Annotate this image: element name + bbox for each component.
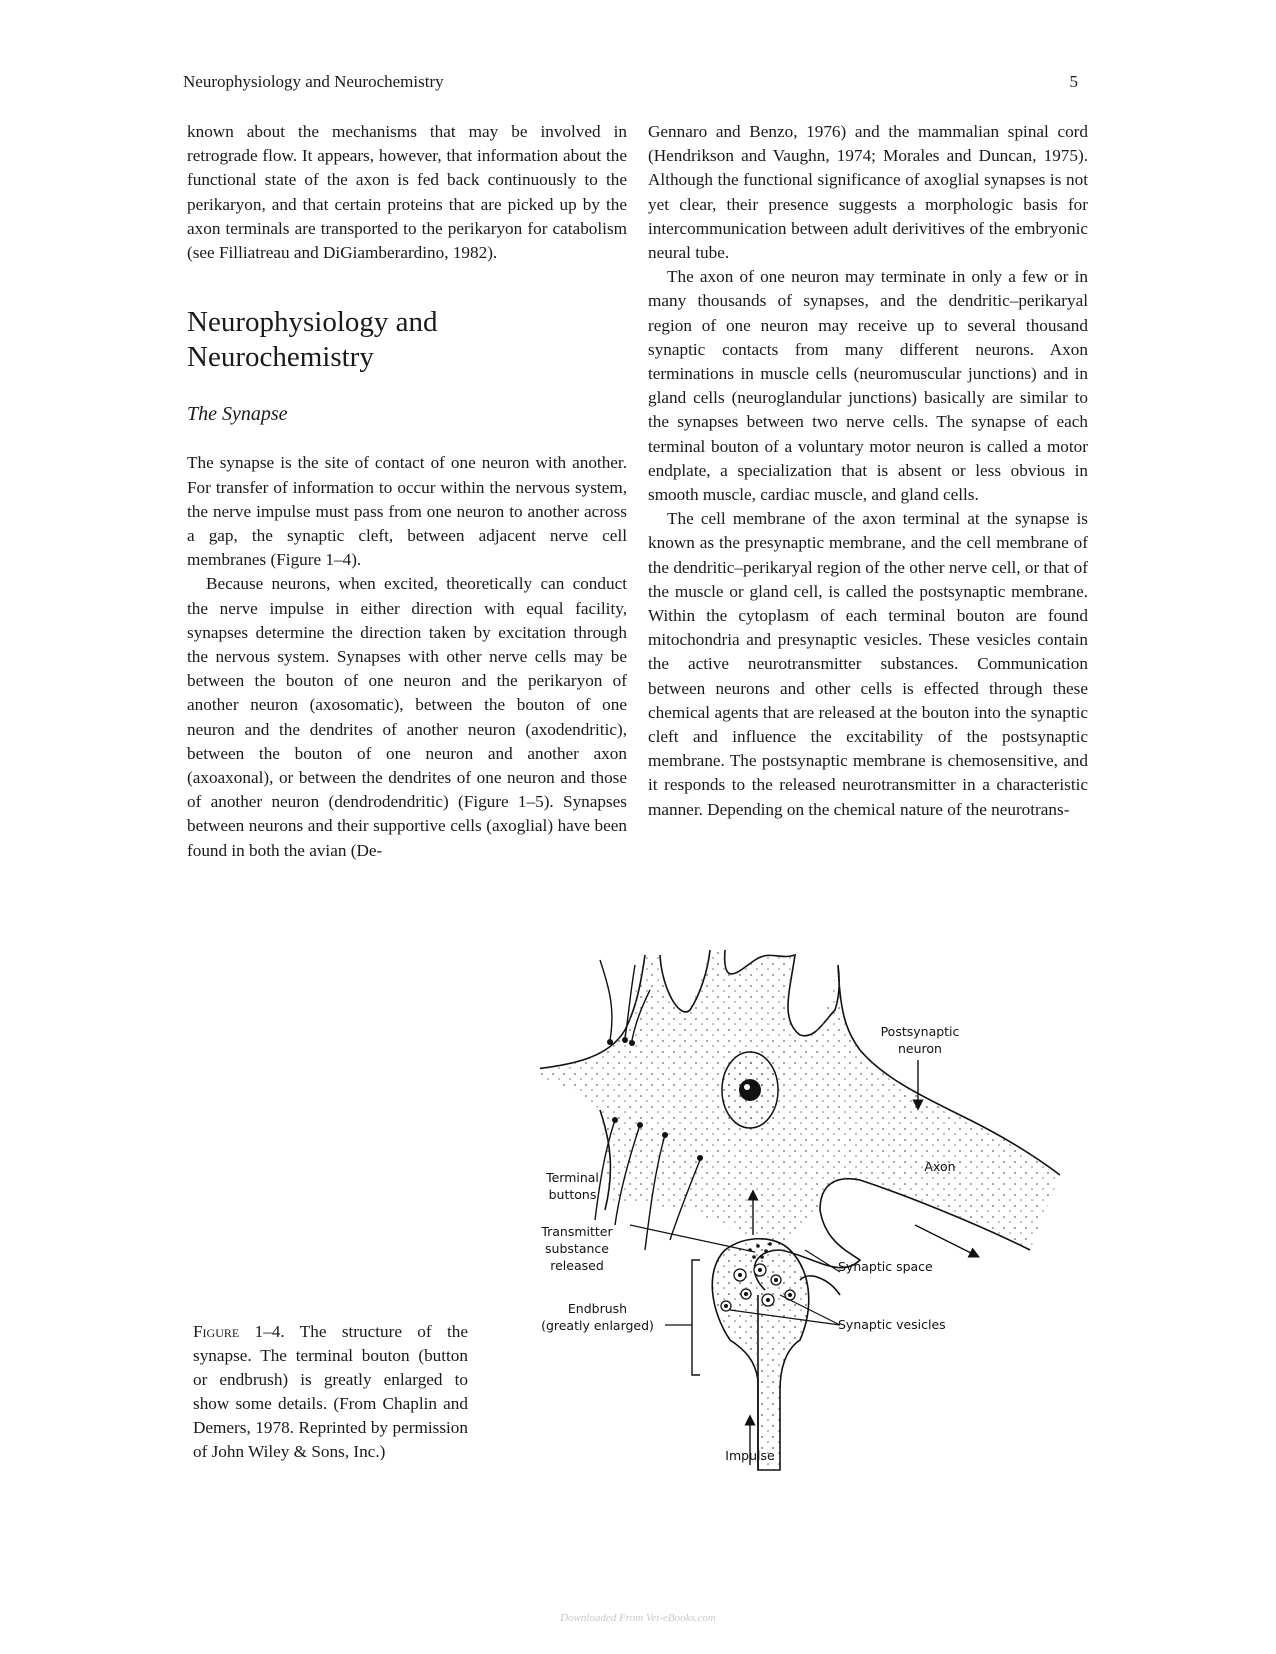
figure-number: Figure 1–4. bbox=[193, 1322, 285, 1341]
label-line: substance bbox=[545, 1241, 609, 1256]
paragraph: Gennaro and Benzo, 1976) and the mammalian spinal cord (Hendrikson and Vaughn, 1974; Morales and Duncan, 1975). Although the functional significance of axoglial synapses is not yet clear, their presence suggests a morphologic basis for intercommunication between adult derivitives of the embryonic neural tube. bbox=[648, 122, 1088, 263]
paragraph: The axon of one neuron may terminate in only a few or in many thousands of synapses, and the dendritic–perikaryal region of one neuron may receive up to several thousand synaptic contacts from many different neurons. Axon terminations in muscle cells (neuromuscular junctions) and in gland cells (neuroglandular junctions) basically are similar to the synapses between two nerve cells. The synapse of each terminal bouton of a voluntary motor neuron is called a motor endplate, a specialization that is absent or less obvious in smooth muscle, cardiac muscle, and gland cells. bbox=[648, 267, 1088, 505]
label-synaptic-space: Synaptic space bbox=[838, 1259, 933, 1274]
figure-caption bbox=[193, 1320, 468, 1464]
footer-watermark: Downloaded From Vet-eBooks.com bbox=[560, 1612, 716, 1624]
label-line: Endbrush bbox=[567, 1301, 628, 1316]
label-impulse: Impulse bbox=[725, 1448, 775, 1463]
running-head-title: Neurophysiology and Neurochemistry bbox=[183, 72, 444, 91]
label-line: buttons bbox=[548, 1187, 597, 1202]
label-endbrush bbox=[525, 1300, 670, 1334]
label-line: (greatly enlarged) bbox=[541, 1318, 654, 1333]
label-terminal-buttons bbox=[535, 1169, 610, 1203]
label-line: Postsynaptic bbox=[880, 1024, 960, 1039]
synapse-figure bbox=[540, 950, 1100, 1500]
page-number: 5 bbox=[1069, 72, 1078, 91]
paragraph: The cell membrane of the axon terminal at the synapse is known as the presynaptic membrane, and the cell membrane of the dendritic–perikaryal region of the other nerve cell, or that of the muscle or gland cell, is called the postsynaptic membrane. Within the cytoplasm of each terminal bouton are found mitochondria and presynaptic vesicles. These vesicles contain the active neurotransmitter substances. Communication between neurons and other cells is effected through these chemical agents that are released at the bouton into the synaptic cleft and influence the excitability of the postsynaptic membrane. The postsynaptic membrane is chemosensitive, and it responds to the released neurotransmitter in a characteristic manner. Depending on the chemical nature of the neurotrans- bbox=[648, 509, 1088, 819]
synapse-diagram bbox=[540, 950, 1100, 1500]
right-column bbox=[648, 120, 1088, 822]
left-column bbox=[187, 120, 627, 863]
label-synaptic-vesicles: Synaptic vesicles bbox=[838, 1317, 946, 1332]
nucleolus bbox=[739, 1079, 761, 1101]
caption-text: The structure of the synapse. The terminal bouton (button or endbrush) is greatly enlarged to show some details. (From Chaplin and Demers, 1978. Reprinted by permission of John Wiley & Sons, Inc.) bbox=[193, 1322, 468, 1461]
label-line: Terminal bbox=[546, 1170, 599, 1185]
label-line: neuron bbox=[898, 1041, 942, 1056]
paragraph: Because neurons, when excited, theoretically can conduct the nerve impulse in either direction with equal facility, synapses determine the direction taken by excitation through the nervous system. Synapses with other nerve cells may be between the bouton of one neuron and the perikaryon of another neuron (axosomatic), between the bouton of one neuron and the dendrites of another neuron (axodendritic), between the bouton of one neuron and another axon (axoaxonal), or between the dendrites of one neuron and those of another neuron (dendrodendritic) (Figure 1–5). Synapses between neurons and their supportive cells (axoglial) have been found in both the avian (De- bbox=[187, 574, 627, 860]
label-axon: Axon bbox=[924, 1159, 956, 1174]
paragraph: known about the mechanisms that may be involved in retrograde flow. It appears, however, that information about the functional state of the axon is fed back continuously to the perikaryon, and that certain proteins that are picked up by the axon terminals are transported to the perikaryon for catabolism (see Filliatreau and DiGiamberardino, 1982). bbox=[187, 122, 627, 263]
section-title: Neurophysiology and Neurochemistry bbox=[187, 306, 438, 374]
label-postsynaptic-neuron bbox=[865, 1023, 975, 1057]
running-head bbox=[183, 72, 1078, 98]
label-line: Transmitter bbox=[541, 1224, 613, 1239]
label-line: released bbox=[550, 1258, 604, 1273]
label-transmitter-substance bbox=[532, 1223, 622, 1274]
subsection-title: The Synapse bbox=[187, 403, 288, 426]
paragraph: The synapse is the site of contact of one neuron with another. For transfer of information to occur within the nervous system, the nerve impulse must pass from one neuron to another across a gap, the synaptic cleft, between adjacent nerve cell membranes (Figure 1–4). bbox=[187, 453, 627, 570]
